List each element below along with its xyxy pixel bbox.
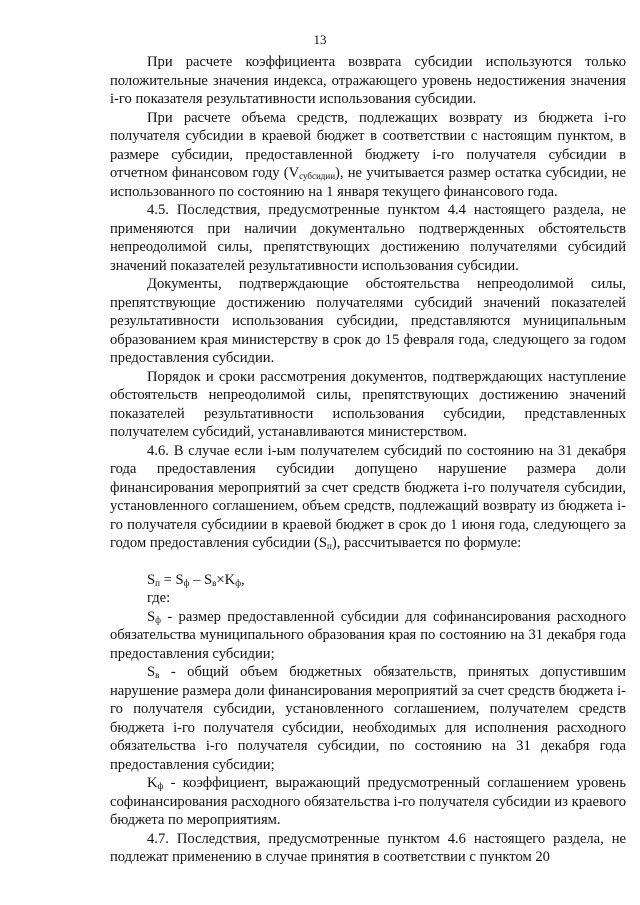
formula: $S_п = S_ф - S_в\times K_ф$,: [147, 571, 245, 588]
paragraph-force-majeure-documents: Документы, подтверждающие обстоятельства непреодолимой силы, препятствующие достижению получателями субсидий значений показателей результативности использования субсидии, представляются муниципальным образованием края министерству в срок до 15 февраля года, следующего за годом предоставления субсидии.: [110, 276, 626, 366]
definition-sf: $S_ф$ - размер предоставленной субсидии для софинансирования расходного обязательства муниципального образования края по состоянию на 31 декабря года предоставления субсидии;: [110, 608, 626, 662]
definition-sv: $S_в$ - общий объем бюджетных обязательств, принятых допустившим нарушение размера доли финансирования мероприятий за счет средств бюджета i-го получателя субсидии, установленного соглашением, получателем средств бюджета i-го получателя субсидии, необходимых для исполнения расходного обязательства i-го получателя субсидии, по состоянию на 31 декабря года предоставления субсидии;: [110, 664, 626, 773]
paragraph-4-7: 4.7. Последствия, предусмотренные пунктом 4.6 настоящего раздела, не подлежат применению в случае принятия в соответствии с пунктом 20: [110, 830, 626, 865]
definition-kf: $K_ф$ - коэффициент, выражающий предусмотренный соглашением уровень софинансирования расходного обязательства i-го получателя субсидии из краевого бюджета по мероприятиям.: [110, 775, 626, 828]
formula-where: где:: [147, 590, 171, 606]
paragraph-return-volume: При расчете объема средств, подлежащих возврату из бюджета i-го получателя субсидии в краевой бюджет в соответствии с настоящим пунктом, в размере субсидии, предоставленной бюджету i-го получателя субсидии в отчетном финансовом году $(V_{субсидии})$, не учитывается размер остатка субсидии, не использованного по состоянию на 1 января текущего финансового года.: [110, 109, 626, 200]
paragraph-return-coefficient: При расчете коэффициента возврата субсидии используются только положительные значения индекса, отражающего уровень недостижения значения i-го показателя результативности использования субсидии.: [110, 54, 626, 107]
document-body: [110, 53, 626, 867]
paragraph-4-5: 4.5. Последствия, предусмотренные пунктом 4.4 настоящего раздела, не применяются при наличии документально подтвержденных обстоятельств непреодолимой силы, препятствующих достижению получателями субсидий значений показателей результативности использования субсидии.: [110, 202, 626, 274]
page-number: 13: [313, 32, 327, 47]
paragraph-4-6: 4.6. В случае если i-ым получателем субсидий по состоянию на 31 декабря года предоставления субсидии допущено нарушение размера доли финансирования мероприятий за счет средств бюджета i-го получателя субсидии, установленного соглашением, объем средств, подлежащий возврату из бюджета i-го получателя субсидиии в краевой бюджет в срок до 1 июня года, следующего за годом предоставления субсидии $(S_п)$, рассчитывается по формуле:: [110, 442, 626, 551]
paragraph-review-procedure: Порядок и сроки рассмотрения документов, подтверждающих наступление обстоятельств непреодолимой силы, препятствующих достижению значений показателей результативности использования субсидии, представленных получателем субсидий, устанавливаются министерством.: [110, 368, 626, 440]
